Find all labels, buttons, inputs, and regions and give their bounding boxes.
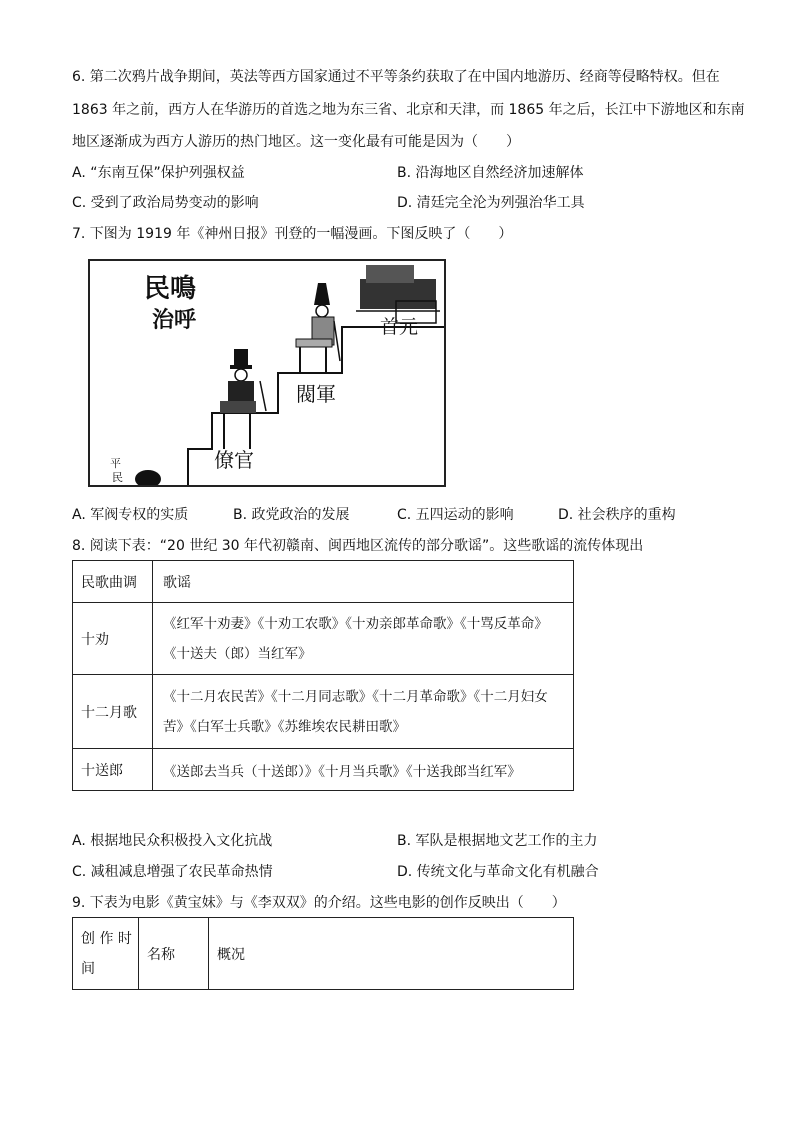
cartoon-commoner-figure [135, 470, 161, 485]
q8-header-tune: 民歌曲调 [73, 561, 153, 603]
q6-option-a[interactable]: A. “东南互保”保护列强权益 [72, 165, 245, 181]
cartoon-title-line-1: 民鳴 [144, 274, 197, 304]
q9-film-table [72, 917, 574, 990]
q6-option-d[interactable]: D. 清廷完全沦为列强治华工具 [397, 195, 585, 211]
q8-row1-songs-2: 《十送夫（郎）当红军》 [163, 645, 312, 662]
q8-header-songs: 歌谣 [153, 561, 574, 603]
q8-song-table [72, 560, 574, 791]
table-row [73, 749, 574, 791]
cartoon-label-min-1: 平 [110, 457, 121, 470]
cartoon-drawing [90, 261, 444, 485]
q8-stem: 8. 阅读下表：“20 世纪 30 年代初赣南、闽西地区流传的部分歌谣”。这些歌谣的流传体现出 [72, 538, 644, 554]
cartoon-bureaucrat-figure [220, 349, 266, 449]
cartoon-label-top: 首元 [380, 316, 419, 338]
q8-row2-songs-2: 苦》《白军士兵歌》《苏维埃农民耕田歌》 [163, 718, 406, 735]
q6-stem-line-3: 地区逐渐成为西方人游历的热门地区。这一变化最有可能是因为（ ） [72, 134, 520, 150]
table-row [73, 603, 574, 675]
cartoon-label-mid: 閥軍 [296, 382, 336, 406]
q8-row2-tune: 十二月歌 [73, 675, 153, 749]
q8-row3-tune: 十送郎 [73, 749, 153, 791]
q8-row1-songs-1: 《红军十劝妻》《十劝工农歌》《十劝亲郎革命歌》《十骂反革命》 [163, 615, 548, 632]
q9-header-time-2: 间 [81, 960, 95, 977]
table-row [73, 675, 574, 749]
q9-header-time-1: 创 作 时 [81, 930, 132, 947]
q9-header-summary: 概况 [209, 918, 574, 990]
cartoon-warlord-figure [296, 283, 340, 373]
q7-option-b[interactable]: B. 政党政治的发展 [233, 507, 350, 523]
q6-stem-line-1: 6. 第二次鸦片战争期间，英法等西方国家通过不平等条约获取了在中国内地游历、经商等侵略特权。但在 [72, 69, 720, 85]
cartoon-title-line-2: 治呼 [152, 307, 197, 333]
q8-option-a[interactable]: A. 根据地民众积极投入文化抗战 [72, 833, 273, 849]
q8-row3-songs-1: 《送郎去当兵（十送郎）》《十月当兵歌》《十送我郎当红军》 [153, 749, 574, 791]
q9-header-name: 名称 [139, 918, 209, 990]
q8-option-b[interactable]: B. 军队是根据地文艺工作的主力 [397, 833, 598, 849]
q6-stem-line-2: 1863 年之前，西方人在华游历的首选之地为东三省、北京和天津，而 1865 年之后，长江中下游地区和东南 [72, 102, 745, 118]
q7-option-a[interactable]: A. 军阀专权的实质 [72, 507, 189, 523]
q7-stem: 7. 下图为 1919 年《神州日报》刊登的一幅漫画。下图反映了（ ） [72, 226, 513, 242]
q8-row2-songs-1: 《十二月农民苦》《十二月同志歌》《十二月革命歌》《十二月妇女 [163, 688, 548, 705]
q8-option-c[interactable]: C. 减租减息增强了农民革命热情 [72, 864, 273, 880]
q7-option-c[interactable]: C. 五四运动的影响 [397, 507, 514, 523]
q8-row1-tune: 十劝 [73, 603, 153, 675]
q7-option-d[interactable]: D. 社会秩序的重构 [558, 507, 676, 523]
cartoon-label-low: 僚官 [214, 448, 254, 472]
cartoon-label-min-2: 民 [112, 471, 123, 484]
q6-option-b[interactable]: B. 沿海地区自然经济加速解体 [397, 165, 584, 181]
q7-cartoon [88, 259, 446, 487]
q6-option-c[interactable]: C. 受到了政治局势变动的影响 [72, 195, 259, 211]
cartoon-top-figure [356, 265, 440, 323]
q8-option-d[interactable]: D. 传统文化与革命文化有机融合 [397, 864, 599, 880]
q9-stem: 9. 下表为电影《黄宝妹》与《李双双》的介绍。这些电影的创作反映出（ ） [72, 895, 566, 911]
